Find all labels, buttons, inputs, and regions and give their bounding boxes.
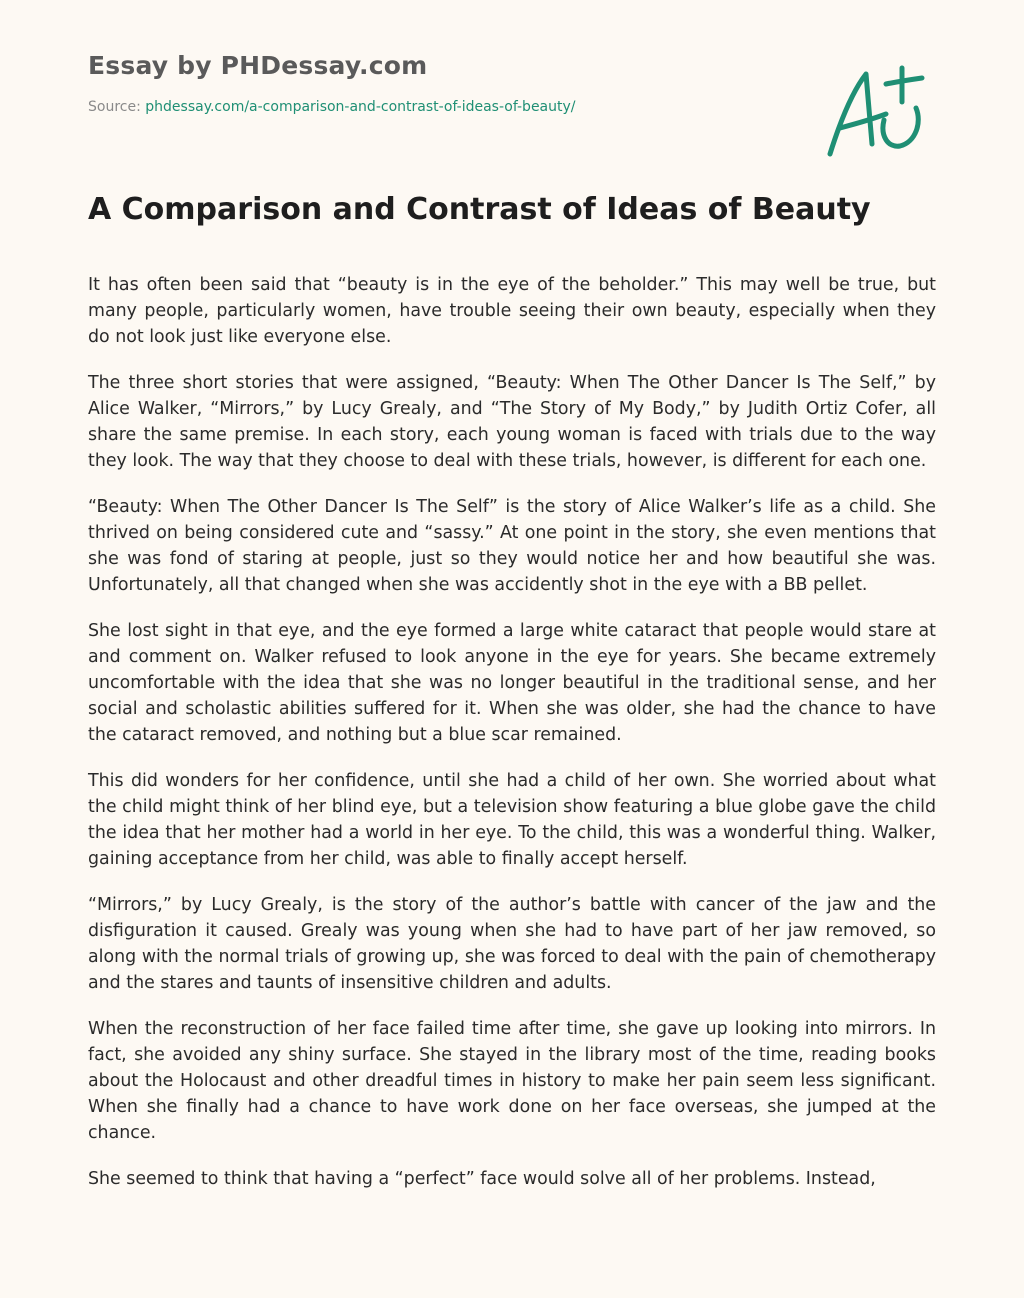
essay-paragraph: It has often been said that “beauty is in the eye of the beholder.” This may well be true, but many people, particularly women, have trouble seeing their own beauty, especially when they do not look just like everyone else. (88, 275, 936, 347)
source-label: Source: (88, 99, 146, 115)
page-header (88, 50, 788, 116)
essay-paragraph: She seemed to think that having a “perfect” face would solve all of her problems. Instead, (88, 1169, 876, 1189)
essay-body (88, 272, 936, 1212)
source-line (88, 98, 788, 116)
essay-paragraph: The three short stories that were assigned, “Beauty: When The Other Dancer Is The Self,” by Alice Walker, “Mirrors,” by Lucy Grealy, and “The Story of My Body,” by Judith Ortiz Cofer, all share the same premise. In each story, each young woman is faced with trials due to the way they look. The way that they choose to deal with these trials, however, is different for each one. (88, 373, 936, 471)
essay-paragraph: “Beauty: When The Other Dancer Is The Self” is the story of Alice Walker’s life as a child. She thrived on being considered cute and “sassy.” At one point in the story, she even mentions that she was fond of staring at people, just so they would notice her and how beautiful she was. Unfortunately, all that changed when she was accidently shot in the eye with a BB pellet. (88, 497, 936, 595)
essay-paragraph: When the reconstruction of her face failed time after time, she gave up looking into mirrors. In fact, she avoided any shiny surface. She stayed in the library most of the time, reading books about the Holocaust and other dreadful times in history to make her pain seem less significant. When she finally had a chance to have work done on her face overseas, she jumped at the chance. (88, 1019, 936, 1143)
essay-paragraph: “Mirrors,” by Lucy Grealy, is the story of the author’s battle with cancer of the jaw and the disfiguration it caused. Grealy was young when she had to have part of her jaw removed, so along with the normal trials of growing up, she was forced to deal with the pain of chemotherapy and the stares and taunts of insensitive children and adults. (88, 895, 936, 993)
site-brand[interactable]: Essay by PHDessay.com (88, 51, 428, 80)
source-link[interactable]: phdessay.com/a-comparison-and-contrast-of-ideas-of-beauty/ (145, 99, 576, 115)
essay-title: A Comparison and Contrast of Ideas of Beauty (88, 192, 871, 227)
a-plus-grade-icon (820, 62, 930, 162)
essay-paragraph: She lost sight in that eye, and the eye formed a large white cataract that people would stare at and comment on. Walker refused to look anyone in the eye for years. She became extremely uncomfortable with the idea that she was no longer beautiful in the traditional sense, and her social and scholastic abilities suffered for it. When she was older, she had the chance to have the cataract removed, and nothing but a blue scar remained. (88, 621, 936, 745)
essay-paragraph: This did wonders for her confidence, until she had a child of her own. She worried about what the child might think of her blind eye, but a television show featuring a blue globe gave the child the idea that her mother had a world in her eye. To the child, this was a wonderful thing. Walker, gaining acceptance from her child, was able to finally accept herself. (88, 771, 936, 869)
